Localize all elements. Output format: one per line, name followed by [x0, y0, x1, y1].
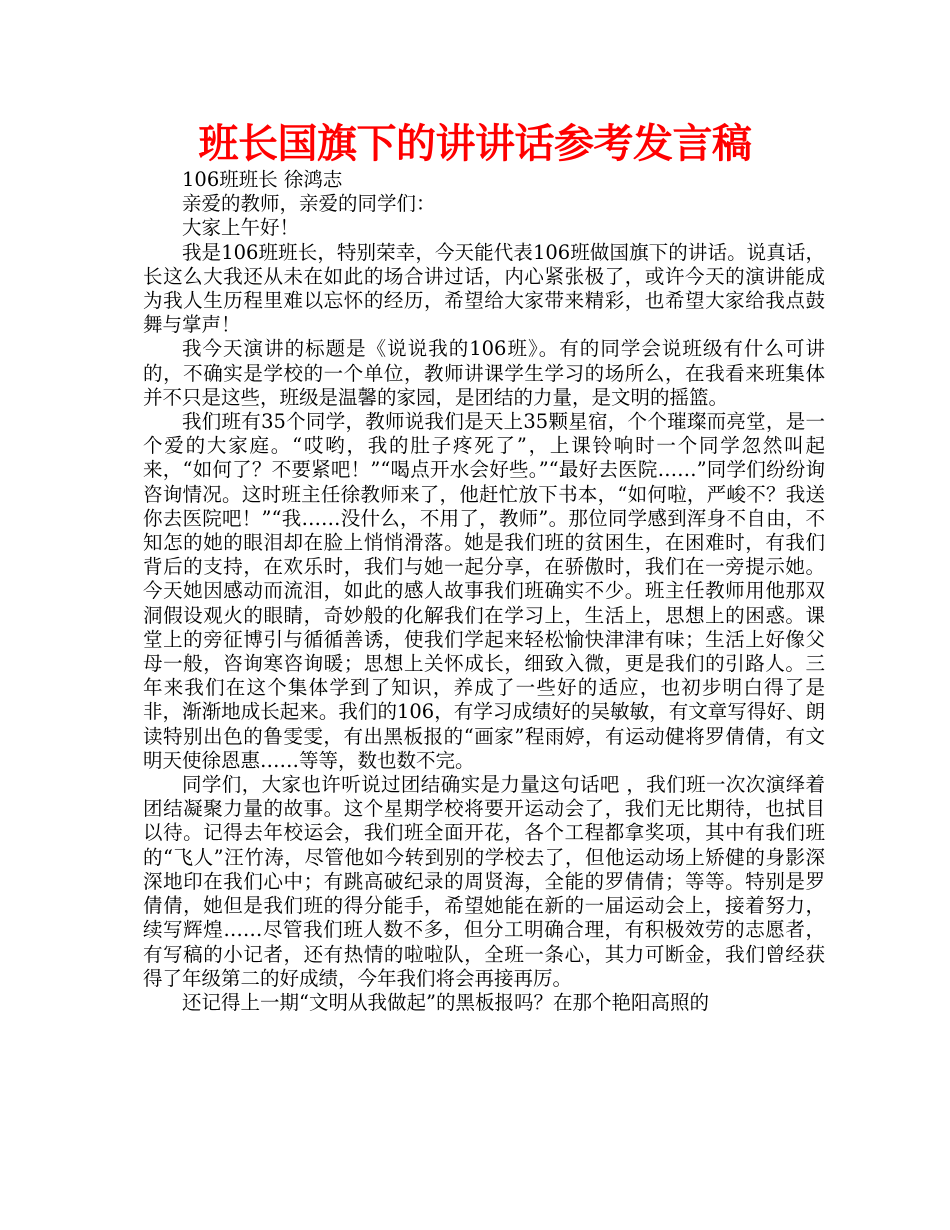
paragraph-byline: 106班班长 徐鸿志: [182, 168, 343, 191]
paragraph: 还记得上一期“文明从我做起”的黑板报吗？在那个艳阳高照的: [182, 990, 709, 1014]
document-title: 班长国旗下的讲讲话参考发言稿: [198, 121, 752, 167]
paragraph: 同学们，大家也许听说过团结确实是力量这句话吧 ，我们班一次次演绎着团结凝聚力量的故事。这个星期学校将要开运动会了，我们无比期待，也拭目以待。记得去年校运会，我们班全面开花，各个工程都拿奖项，其中有我们班的“飞人”汪竹涛，尽管他如今转到别的学校去了，但他运动场上矫健的身影深深地印在我们心中；有跳高破纪录的周贤海，全能的罗倩倩；等等。特别是罗倩倩，她但是我们班的得分能手，希望她能在新的一届运动会上，接着努力，续写辉煌……尽管我们班人数不多，但分工明确合理，有积极效劳的志愿者，有写稿的小记者，还有热情的啦啦队，全班一条心，其力可断金，我们曾经获得了年级第二的好成绩，今年我们将会再接再厉。: [143, 773, 825, 990]
paragraph-greeting: 大家上午好！: [182, 216, 300, 240]
paragraph-salutation: 亲爱的教师，亲爱的同学们：: [182, 192, 436, 216]
paragraph: 我是106班班长，特别荣幸，今天能代表106班做国旗下的讲话。说真话，长这么大我还从未在如此的场合讲过话，内心紧张极了，或许今天的演讲能成为我人生历程里难以忘怀的经历，希望给大家带来精彩，也希望大家给我点鼓舞与掌声！: [143, 240, 825, 337]
paragraph: 我今天演讲的标题是《说说我的106班》。有的同学会说班级有什么可讲的，不确实是学校的一个单位，教师讲课学生学习的场所么，在我看来班集体并不只是这些，班级是温馨的家园，是团结的力量，是文明的摇篮。: [143, 337, 825, 409]
paragraph: 我们班有35个同学，教师说我们是天上35颗星宿，个个璀璨而亮堂，是一个爱的大家庭。“哎哟，我的肚子疼死了”，上课铃响时一个同学忽然叫起来，“如何了？不要紧吧！”“喝点开水会好些。”“最好去医院……”同学们纷纷询咨询情况。这时班主任徐教师来了，他赶忙放下书本，“如何啦，严峻不？我送你去医院吧！”“我……没什么，不用了，教师”。那位同学感到浑身不自由，不知怎的她的眼泪却在脸上悄悄滑落。她是我们班的贫困生，在困难时，有我们背后的支持，在欢乐时，我们与她一起分享，在骄傲时，我们在一旁提示她。今天她因感动而流泪，如此的感人故事我们班确实不少。班主任教师用他那双洞假设观火的眼睛，奇妙般的化解我们在学习上，生活上，思想上的困惑。课堂上的旁征博引与循循善诱，使我们学起来轻松愉快津津有味；生活上好像父母一般，咨询寒咨询暖；思想上关怀成长，细致入微，更是我们的引路人。三年来我们在这个集体学到了知识，养成了一些好的适应，也初步明白得了是非，渐渐地成长起来。我们的106，有学习成绩好的吴敏敏，有文章写得好、朗读特别出色的鲁雯雯，有出黑板报的“画家”程雨婷，有运动健将罗倩倩，有文明天使徐恩惠……等等，数也数不完。: [143, 410, 825, 772]
document-body: [143, 168, 825, 1015]
